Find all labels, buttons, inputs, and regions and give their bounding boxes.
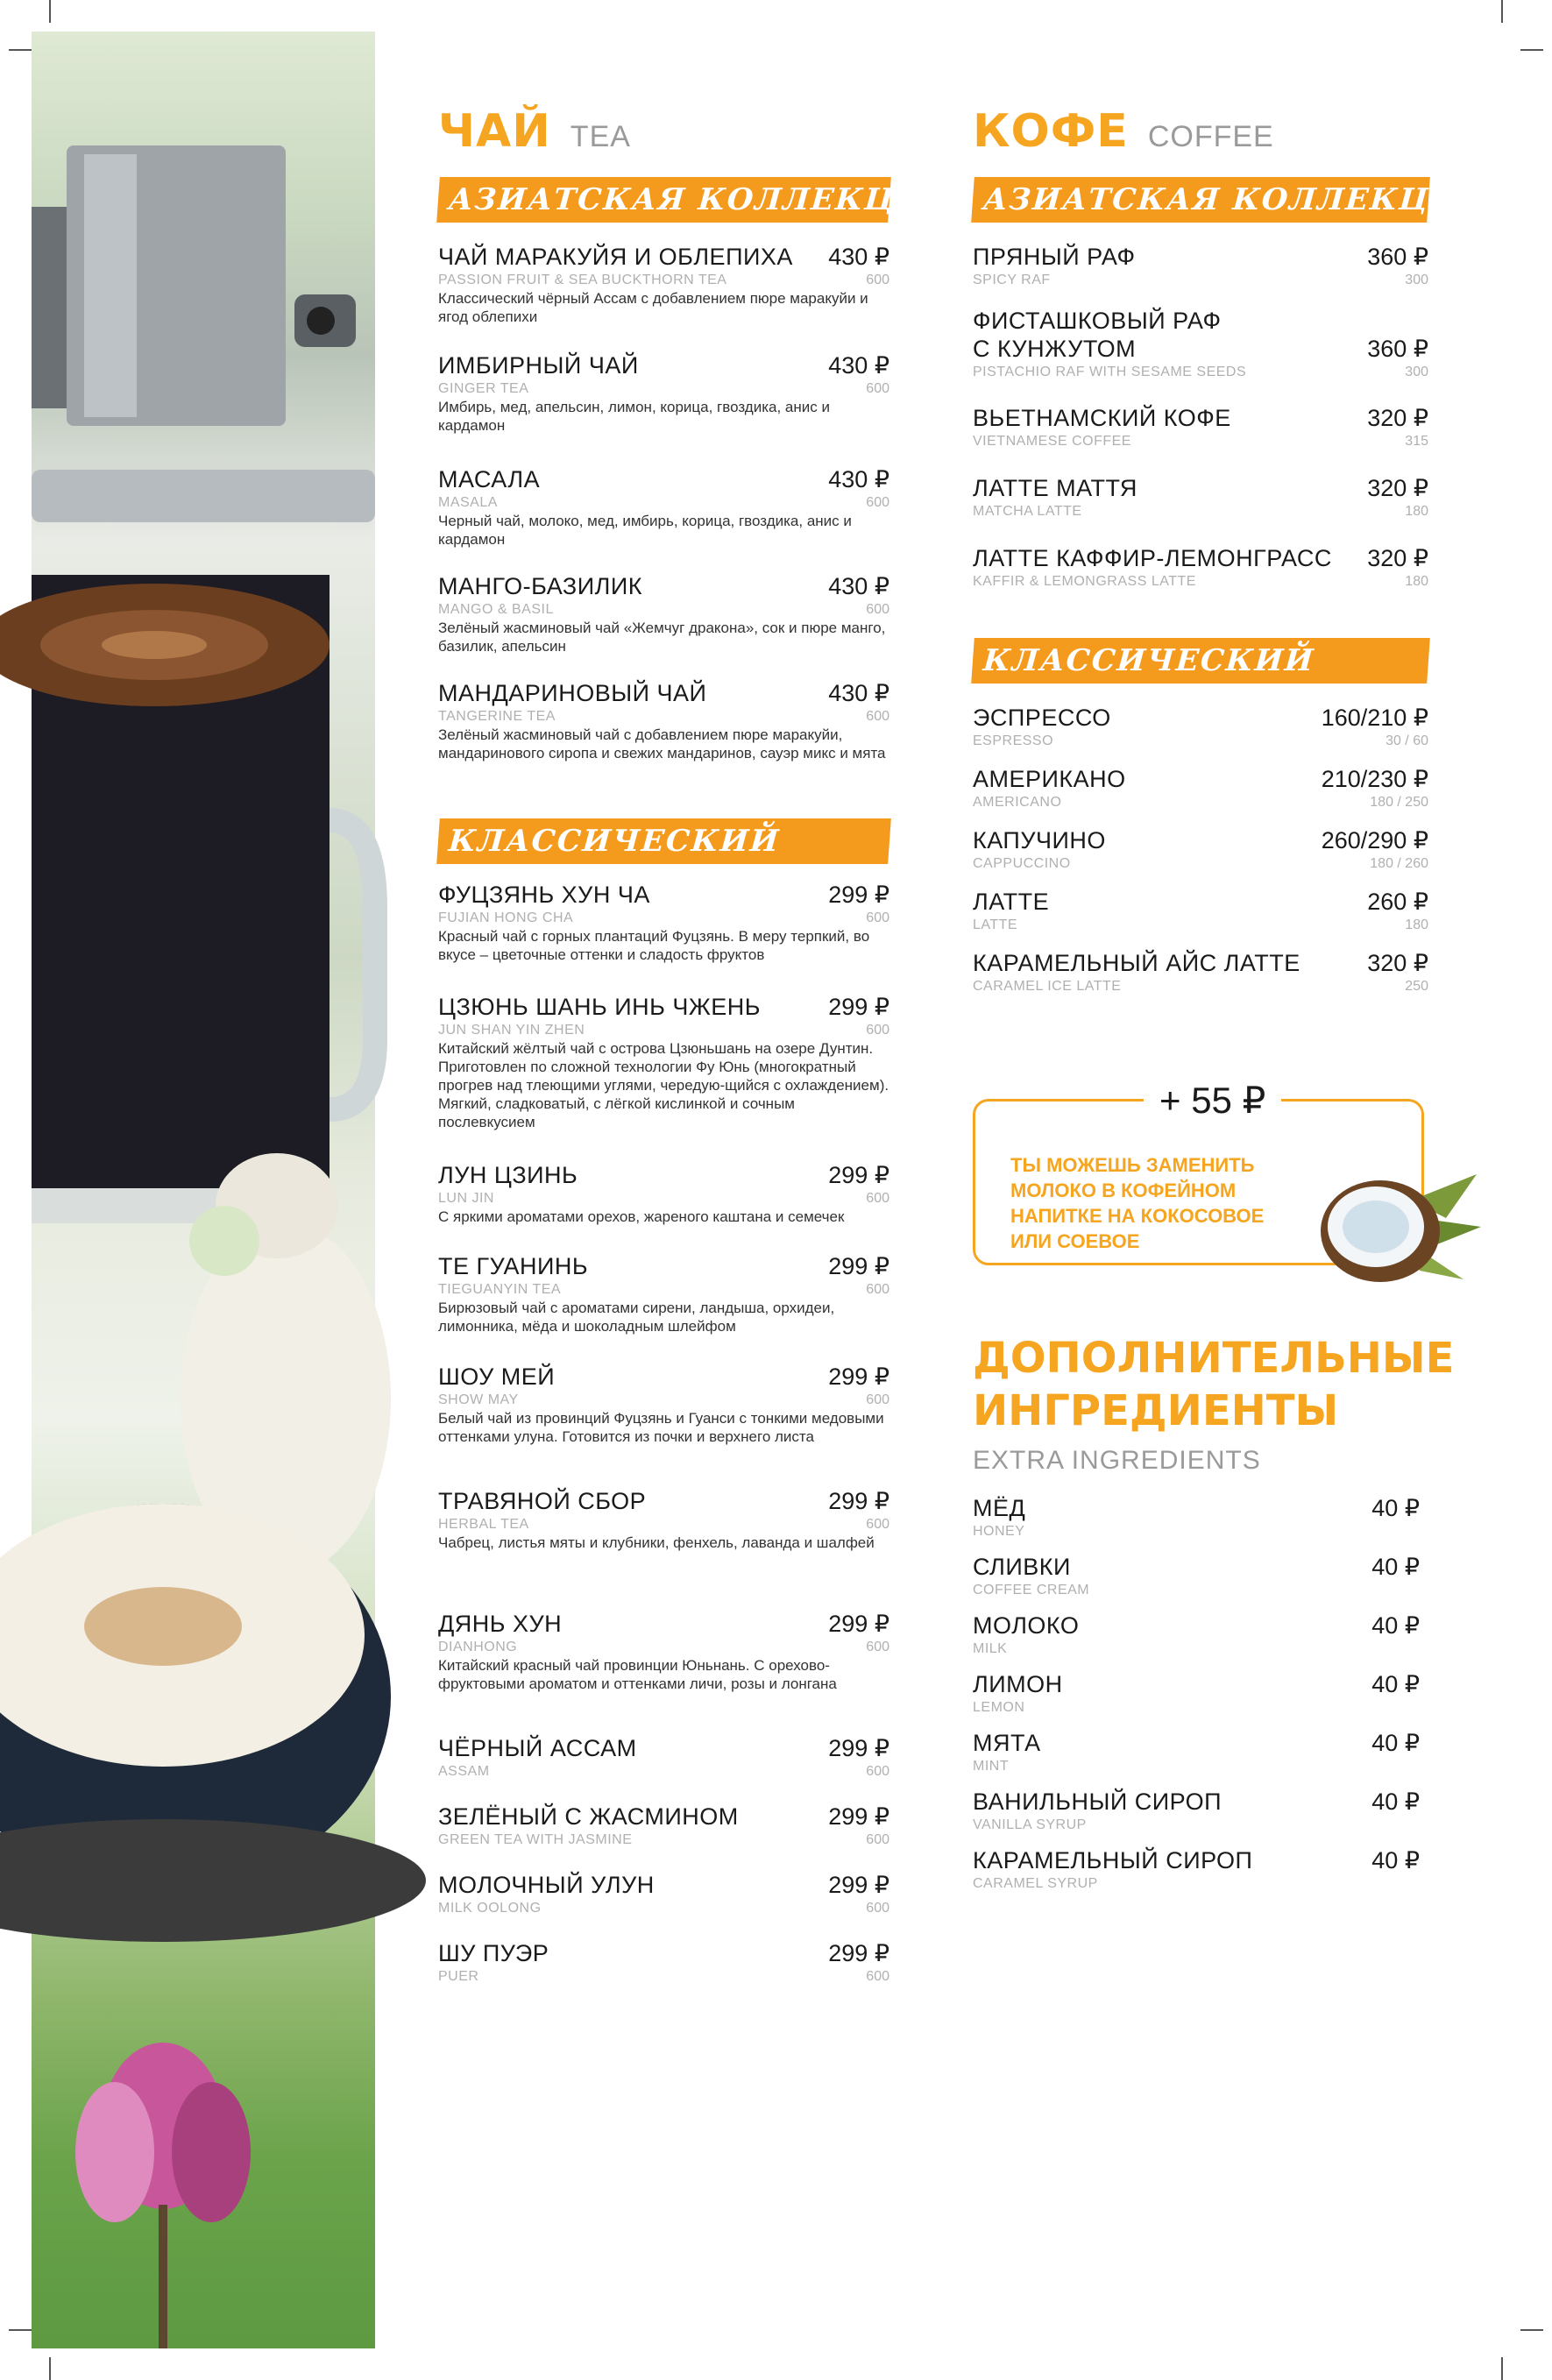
item-name: ЛАТТЕ КАФФИР-ЛЕМОНГРАСС bbox=[973, 545, 1332, 571]
item-english-name: DIANHONG bbox=[438, 1640, 518, 1654]
item-english-name: PUER bbox=[438, 1969, 479, 1984]
item-description: Имбирь, мед, апельсин, лимон, корица, гвоздика, анис и кардамон bbox=[438, 399, 830, 434]
item-description: С яркими ароматами орехов, жареного каштана и семечек bbox=[438, 1208, 845, 1225]
item-description: Чабрец, листья мяты и клубники, фенхель, лаванда и шалфей bbox=[438, 1534, 875, 1551]
item-price: 210/230 ₽ bbox=[1321, 766, 1428, 792]
menu-item bbox=[438, 244, 889, 352]
tea-title: ЧАЙ bbox=[438, 105, 551, 158]
item-name: ЛАТТЕ МАТТЯ bbox=[973, 475, 1137, 501]
item-english-name: LEMON bbox=[973, 1700, 1025, 1715]
item-description: Белый чай из провинций Фуцзянь и Гуанси с тонкими медовыми оттенками улуна. Готовится из почки и верхнего листа bbox=[438, 1410, 884, 1445]
item-volume: 180 bbox=[1405, 574, 1428, 589]
item-price: 320 ₽ bbox=[1367, 475, 1428, 501]
item-volume: 300 bbox=[1405, 365, 1428, 379]
item-english-name: HERBAL TEA bbox=[438, 1517, 529, 1532]
menu-item bbox=[973, 705, 1428, 766]
item-description: Бирюзовый чай с ароматами сирени, ландыша, орхидеи, лимонника, мёда и шоколадным шлейфом bbox=[438, 1300, 835, 1335]
item-english-name: MASALA bbox=[438, 495, 498, 510]
item-name: ВАНИЛЬНЫЙ СИРОП bbox=[973, 1789, 1222, 1815]
item-price: 299 ₽ bbox=[828, 1940, 889, 1966]
item-description: Зелёный жасминовый чай «Жемчуг дракона», сок и пюре манго, базилик, апельсин bbox=[438, 620, 886, 655]
tea-classic-banner: КЛАССИЧЕСКИЙ bbox=[436, 818, 891, 864]
item-volume: 600 bbox=[866, 1392, 889, 1407]
extras-list bbox=[973, 1495, 1428, 1906]
menu-item bbox=[438, 1253, 889, 1364]
item-price: 299 ₽ bbox=[828, 1803, 889, 1830]
coconut-icon bbox=[1315, 1165, 1481, 1288]
item-name: ИМБИРНЫЙ ЧАЙ bbox=[438, 352, 639, 379]
tea-classic-list bbox=[438, 882, 889, 1993]
item-name: ЛАТТЕ bbox=[973, 889, 1050, 915]
item-english-name: LATTE bbox=[973, 917, 1018, 932]
item-volume: 600 bbox=[866, 495, 889, 510]
milk-swap-price: + 55 ₽ bbox=[1144, 1079, 1281, 1122]
extras-section bbox=[973, 1332, 1455, 1906]
item-price: 40 ₽ bbox=[1371, 1554, 1420, 1580]
menu-item bbox=[438, 1872, 889, 1940]
coffee-subtitle: COFFEE bbox=[1147, 120, 1274, 153]
item-price: 299 ₽ bbox=[828, 1735, 889, 1761]
coffee-asian-list bbox=[973, 244, 1428, 615]
item-price: 299 ₽ bbox=[828, 1872, 889, 1898]
item-english-name: VANILLA SYRUP bbox=[973, 1817, 1087, 1832]
item-price: 40 ₽ bbox=[1371, 1730, 1420, 1756]
tea-column bbox=[438, 105, 954, 1993]
menu-item bbox=[438, 680, 889, 803]
item-name: МЯТА bbox=[973, 1730, 1041, 1756]
item-name: КАПУЧИНО bbox=[973, 827, 1106, 854]
item-description: Классический чёрный Ассам с добавлением пюре маракуйи и ягод облепихи bbox=[438, 290, 868, 325]
item-english-name: SHOW MAY bbox=[438, 1392, 519, 1407]
item-name: МАНГО-БАЗИЛИК bbox=[438, 573, 642, 599]
item-volume: 600 bbox=[866, 1191, 889, 1206]
menu-item bbox=[973, 475, 1428, 545]
item-volume: 315 bbox=[1405, 434, 1428, 449]
menu-item bbox=[438, 1735, 889, 1803]
coffee-classic-banner: КЛАССИЧЕСКИЙ bbox=[971, 638, 1430, 684]
coffee-column bbox=[973, 105, 1489, 1011]
crop-mark bbox=[1520, 2329, 1543, 2331]
item-name: КАРАМЕЛЬНЫЙ АЙС ЛАТТЕ bbox=[973, 950, 1300, 976]
item-name: МОЛОКО bbox=[973, 1612, 1080, 1639]
item-price: 40 ₽ bbox=[1371, 1847, 1420, 1874]
item-volume: 600 bbox=[866, 1764, 889, 1779]
item-english-name: AMERICANO bbox=[973, 795, 1062, 810]
item-name: ШОУ МЕЙ bbox=[438, 1364, 556, 1390]
item-price: 40 ₽ bbox=[1371, 1495, 1420, 1521]
item-price: 360 ₽ bbox=[1367, 336, 1428, 362]
menu-item bbox=[438, 1611, 889, 1735]
item-english-name: LUN JIN bbox=[438, 1191, 494, 1206]
item-price: 40 ₽ bbox=[1371, 1612, 1420, 1639]
item-price: 430 ₽ bbox=[828, 244, 889, 270]
item-english-name: MINT bbox=[973, 1759, 1010, 1774]
item-name: ЭСПРЕССО bbox=[973, 705, 1111, 731]
tea-title-row bbox=[438, 105, 889, 166]
item-name: АМЕРИКАНО bbox=[973, 766, 1126, 792]
menu-item bbox=[973, 766, 1428, 827]
item-price: 430 ₽ bbox=[828, 680, 889, 706]
item-name: МАСАЛА bbox=[438, 466, 541, 492]
item-volume: 600 bbox=[866, 273, 889, 287]
item-volume: 600 bbox=[866, 1901, 889, 1916]
item-price: 430 ₽ bbox=[828, 352, 889, 379]
crop-mark bbox=[49, 0, 51, 23]
item-price: 40 ₽ bbox=[1371, 1671, 1420, 1697]
tea-coffee-illustration bbox=[32, 32, 375, 2348]
item-price: 299 ₽ bbox=[828, 1364, 889, 1390]
item-english-name: HONEY bbox=[973, 1524, 1025, 1539]
menu-item bbox=[973, 1495, 1420, 1554]
item-volume: 30 / 60 bbox=[1385, 733, 1428, 748]
extras-subtitle: EXTRA INGREDIENTS bbox=[973, 1446, 1261, 1475]
item-english-name: ESPRESSO bbox=[973, 733, 1054, 748]
item-name: ВЬЕТНАМСКИЙ КОФЕ bbox=[973, 405, 1231, 431]
tea-subtitle: TEA bbox=[570, 120, 631, 153]
menu-item bbox=[973, 1612, 1420, 1671]
item-volume: 600 bbox=[866, 381, 889, 396]
item-volume: 250 bbox=[1405, 979, 1428, 994]
menu-item bbox=[438, 1940, 889, 1993]
menu-item bbox=[438, 994, 889, 1162]
item-name: КАРАМЕЛЬНЫЙ СИРОП bbox=[973, 1847, 1253, 1874]
item-price: 299 ₽ bbox=[828, 1488, 889, 1514]
item-english-name: TANGERINE TEA bbox=[438, 709, 556, 724]
item-price: 360 ₽ bbox=[1367, 244, 1428, 270]
item-english-name: VIETNAMESE COFFEE bbox=[973, 434, 1131, 449]
menu-item bbox=[438, 882, 889, 994]
item-english-name: MILK OOLONG bbox=[438, 1901, 542, 1916]
item-name: ТЕ ГУАНИНЬ bbox=[438, 1253, 589, 1279]
decor-photo-strip bbox=[32, 32, 375, 2348]
item-name: МАНДАРИНОВЫЙ ЧАЙ bbox=[438, 680, 707, 706]
item-volume: 600 bbox=[866, 1517, 889, 1532]
item-description: Черный чай, молоко, мед, имбирь, корица, гвоздика, анис и кардамон bbox=[438, 513, 852, 548]
item-volume: 180 bbox=[1405, 504, 1428, 519]
item-name: СЛИВКИ bbox=[973, 1554, 1071, 1580]
item-description: Зелёный жасминовый чай с добавлением пюре маракуйи, мандаринового сиропа и свежих мандаринов, сауэр микс и мята bbox=[438, 726, 886, 761]
menu-item bbox=[438, 352, 889, 466]
item-volume: 180 bbox=[1405, 917, 1428, 932]
menu-item bbox=[973, 950, 1428, 1011]
menu-item bbox=[438, 1364, 889, 1488]
coffee-title-row bbox=[973, 105, 1428, 166]
menu-item bbox=[438, 1162, 889, 1253]
menu-item bbox=[973, 1847, 1420, 1906]
milk-swap-text: ТЫ МОЖЕШЬ ЗАМЕНИТЬ МОЛОКО В КОФЕЙНОМ НАПИТКЕ НА КОКОСОВОЕ ИЛИ СОЕВОЕ bbox=[1010, 1154, 1265, 1252]
item-english-name: CAPPUCCINO bbox=[973, 856, 1071, 871]
item-price: 299 ₽ bbox=[828, 882, 889, 908]
item-english-name: MILK bbox=[973, 1641, 1008, 1656]
item-price: 299 ₽ bbox=[828, 994, 889, 1020]
item-name: ФУЦЗЯНЬ ХУН ЧА bbox=[438, 882, 650, 908]
item-name: ШУ ПУЭР bbox=[438, 1940, 549, 1966]
item-volume: 600 bbox=[866, 1282, 889, 1297]
tea-asian-banner: АЗИАТСКАЯ КОЛЛЕКЦИЯ bbox=[436, 177, 891, 223]
item-volume: 600 bbox=[866, 910, 889, 925]
item-english-name: SPICY RAF bbox=[973, 273, 1051, 287]
menu-item bbox=[973, 244, 1428, 307]
item-english-name: JUN SHAN YIN ZHEN bbox=[438, 1023, 585, 1038]
item-name: ЧАЙ МАРАКУЙЯ И ОБЛЕПИХА bbox=[438, 244, 793, 270]
item-price: 299 ₽ bbox=[828, 1162, 889, 1188]
crop-mark bbox=[1501, 2357, 1503, 2380]
item-english-name: CARAMEL ICE LATTE bbox=[973, 979, 1122, 994]
item-price: 299 ₽ bbox=[828, 1611, 889, 1637]
item-english-name: TIEGUANYIN TEA bbox=[438, 1282, 562, 1297]
item-english-name: ASSAM bbox=[438, 1764, 490, 1779]
item-name: ЦЗЮНЬ ШАНЬ ИНЬ ЧЖЕНЬ bbox=[438, 994, 762, 1020]
menu-item bbox=[973, 307, 1428, 405]
item-name: МЁД bbox=[973, 1495, 1026, 1521]
item-name: ФИСТАШКОВЫЙ РАФ С КУНЖУТОМ bbox=[973, 308, 1222, 362]
item-name: ЛУН ЦЗИНЬ bbox=[438, 1162, 578, 1188]
menu-item bbox=[973, 889, 1428, 950]
item-name: ЛИМОН bbox=[973, 1671, 1063, 1697]
crop-mark bbox=[1501, 0, 1503, 23]
item-volume: 600 bbox=[866, 1832, 889, 1847]
menu-item bbox=[438, 573, 889, 680]
coffee-asian-banner: АЗИАТСКАЯ КОЛЛЕКЦИЯ bbox=[971, 177, 1430, 223]
item-name: МОЛОЧНЫЙ УЛУН bbox=[438, 1872, 655, 1898]
item-price: 299 ₽ bbox=[828, 1253, 889, 1279]
menu-item bbox=[973, 827, 1428, 889]
menu-item bbox=[973, 1730, 1420, 1789]
item-english-name: CARAMEL SYRUP bbox=[973, 1876, 1098, 1891]
item-volume: 600 bbox=[866, 1969, 889, 1984]
item-volume: 180 / 250 bbox=[1370, 795, 1428, 810]
extras-title: ДОПОЛНИТЕЛЬНЫЕ ИНГРЕДИЕНТЫ bbox=[973, 1334, 1455, 1435]
item-description: Китайский красный чай провинции Юньнань. С орехово-фруктовыми ароматом и оттенками личи, розы и лонгана bbox=[438, 1657, 837, 1692]
crop-mark bbox=[9, 49, 32, 51]
item-price: 160/210 ₽ bbox=[1321, 705, 1428, 731]
coffee-classic-list bbox=[973, 705, 1428, 1011]
item-name: ТРАВЯНОЙ СБОР bbox=[438, 1488, 647, 1514]
item-volume: 180 / 260 bbox=[1370, 856, 1428, 871]
item-name: ДЯНЬ ХУН bbox=[438, 1611, 563, 1637]
item-price: 430 ₽ bbox=[828, 573, 889, 599]
menu-item bbox=[973, 1789, 1420, 1847]
item-name: ЧЁРНЫЙ АССАМ bbox=[438, 1735, 637, 1761]
menu-item bbox=[973, 1554, 1420, 1612]
item-english-name: FUJIAN HONG CHA bbox=[438, 910, 574, 925]
item-description: Красный чай с горных плантаций Фуцзянь. В меру терпкий, во вкусе – цветочные оттенки и сладость фруктов bbox=[438, 928, 870, 963]
item-price: 320 ₽ bbox=[1367, 545, 1428, 571]
item-english-name: GREEN TEA WITH JASMINE bbox=[438, 1832, 633, 1847]
item-price: 430 ₽ bbox=[828, 466, 889, 492]
item-name: ЗЕЛЁНЫЙ С ЖАСМИНОМ bbox=[438, 1803, 739, 1830]
item-english-name: MATCHA LATTE bbox=[973, 504, 1082, 519]
tea-asian-list bbox=[438, 244, 889, 803]
coffee-title: КОФЕ bbox=[973, 105, 1129, 158]
item-price: 40 ₽ bbox=[1371, 1789, 1420, 1815]
item-volume: 600 bbox=[866, 709, 889, 724]
item-english-name: PISTACHIO RAF WITH SESAME SEEDS bbox=[973, 365, 1247, 379]
item-volume: 600 bbox=[866, 1640, 889, 1654]
item-price: 260/290 ₽ bbox=[1321, 827, 1428, 854]
crop-mark bbox=[1520, 49, 1543, 51]
item-price: 260 ₽ bbox=[1367, 889, 1428, 915]
menu-item bbox=[438, 466, 889, 573]
item-english-name: MANGO & BASIL bbox=[438, 602, 554, 617]
menu-item bbox=[438, 1803, 889, 1872]
crop-mark bbox=[9, 2329, 32, 2331]
menu-item bbox=[973, 545, 1428, 615]
crop-mark bbox=[49, 2357, 51, 2380]
menu-item bbox=[973, 1671, 1420, 1730]
item-volume: 600 bbox=[866, 602, 889, 617]
item-name: ПРЯНЫЙ РАФ bbox=[973, 244, 1136, 270]
item-english-name: PASSION FRUIT & SEA BUCKTHORN TEA bbox=[438, 273, 727, 287]
item-price: 320 ₽ bbox=[1367, 950, 1428, 976]
menu-item bbox=[438, 1488, 889, 1611]
item-english-name: GINGER TEA bbox=[438, 381, 529, 396]
item-volume: 600 bbox=[866, 1023, 889, 1038]
item-description: Китайский жёлтый чай с острова Цзюньшань на озере Дунтин. Приготовлен по сложной технологии Фу Юнь (многократный прогрев над тлеющими углями, чередую-щийся с охлаждением). Мягкий, сладковатый, с лёгкой кислинкой и сочным послевкусием bbox=[438, 1040, 889, 1130]
item-english-name: COFFEE CREAM bbox=[973, 1583, 1090, 1597]
menu-item bbox=[973, 405, 1428, 475]
item-price: 320 ₽ bbox=[1367, 405, 1428, 431]
item-english-name: KAFFIR & LEMONGRASS LATTE bbox=[973, 574, 1196, 589]
item-volume: 300 bbox=[1405, 273, 1428, 287]
